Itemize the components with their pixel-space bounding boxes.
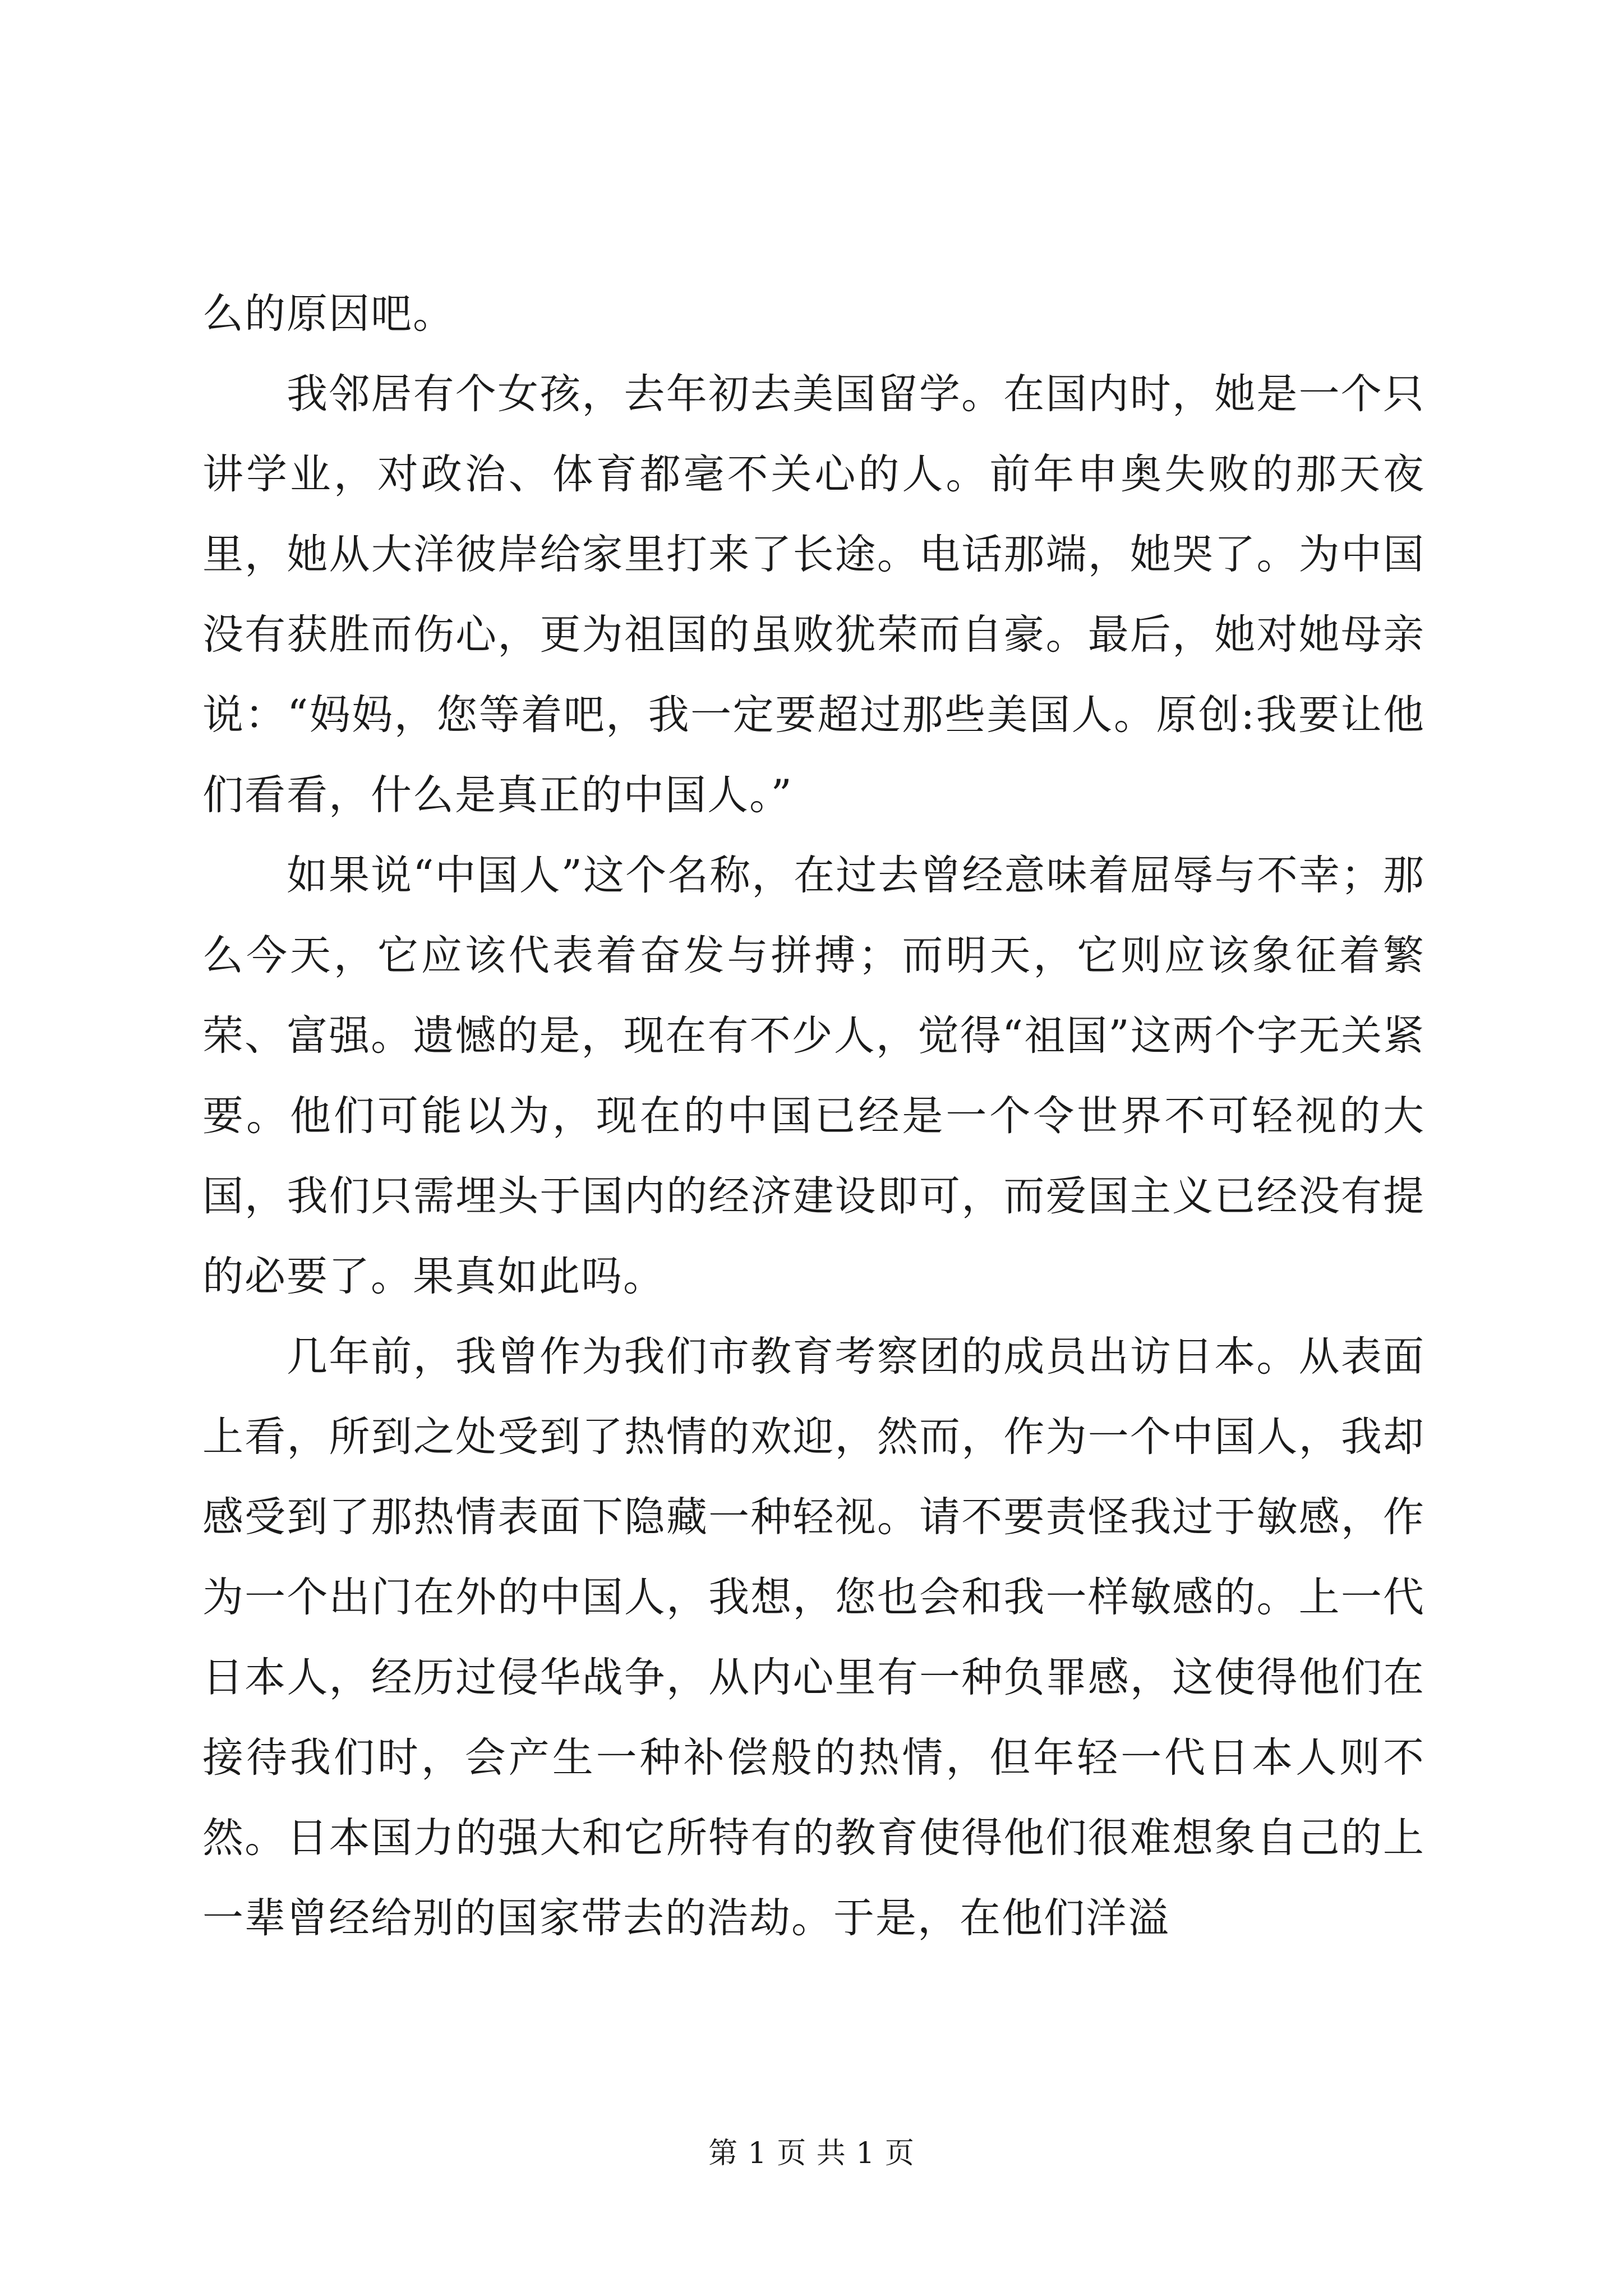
paragraph-2: 我邻居有个女孩，去年初去美国留学。在国内时，她是一个只讲学业，对政治、体育都毫不关心的人。前年申奥失败的那天夜里，她从大洋彼岸给家里打来了长途。电话那端，她哭了。为中国没有获胜而伤心，更为祖国的虽败犹荣而自豪。最后，她对她母亲说：“妈妈，您等着吧，我一定要超过那些美国人。原创:我要让他们看看，什么是真正的中国人。”: [202, 370, 1425, 819]
paragraph-1: 么的原因吧。: [202, 290, 455, 338]
document-body: [202, 274, 1425, 1958]
paragraph-3: 如果说“中国人”这个名称，在过去曾经意味着屈辱与不幸；那么今天，它应该代表着奋发与拼搏；而明天，它则应该象征着繁荣、富强。遗憾的是，现在有不少人，觉得“祖国”这两个字无关紧要。他们可能以为，现在的中国已经是一个令世界不可轻视的大国，我们只需埋头于国内的经济建设即可，而爱国主义已经没有提的必要了。果真如此吗。: [202, 852, 1425, 1300]
page-footer: 第 1 页 共 1 页: [708, 2137, 915, 2170]
paragraph-4: 几年前，我曾作为我们市教育考察团的成员出访日本。从表面上看，所到之处受到了热情的欢迎，然而，作为一个中国人，我却感受到了那热情表面下隐藏一种轻视。请不要责怪我过于敏感，作为一个出门在外的中国人，我想，您也会和我一样敏感的。上一代日本人，经历过侵华战争，从内心里有一种负罪感，这使得他们在接待我们时，会产生一种补偿般的热情，但年轻一代日本人则不然。日本国力的强大和它所特有的教育使得他们很难想象自己的上一辈曾经给别的国家带去的浩劫。于是，在他们洋溢: [202, 1333, 1425, 1942]
